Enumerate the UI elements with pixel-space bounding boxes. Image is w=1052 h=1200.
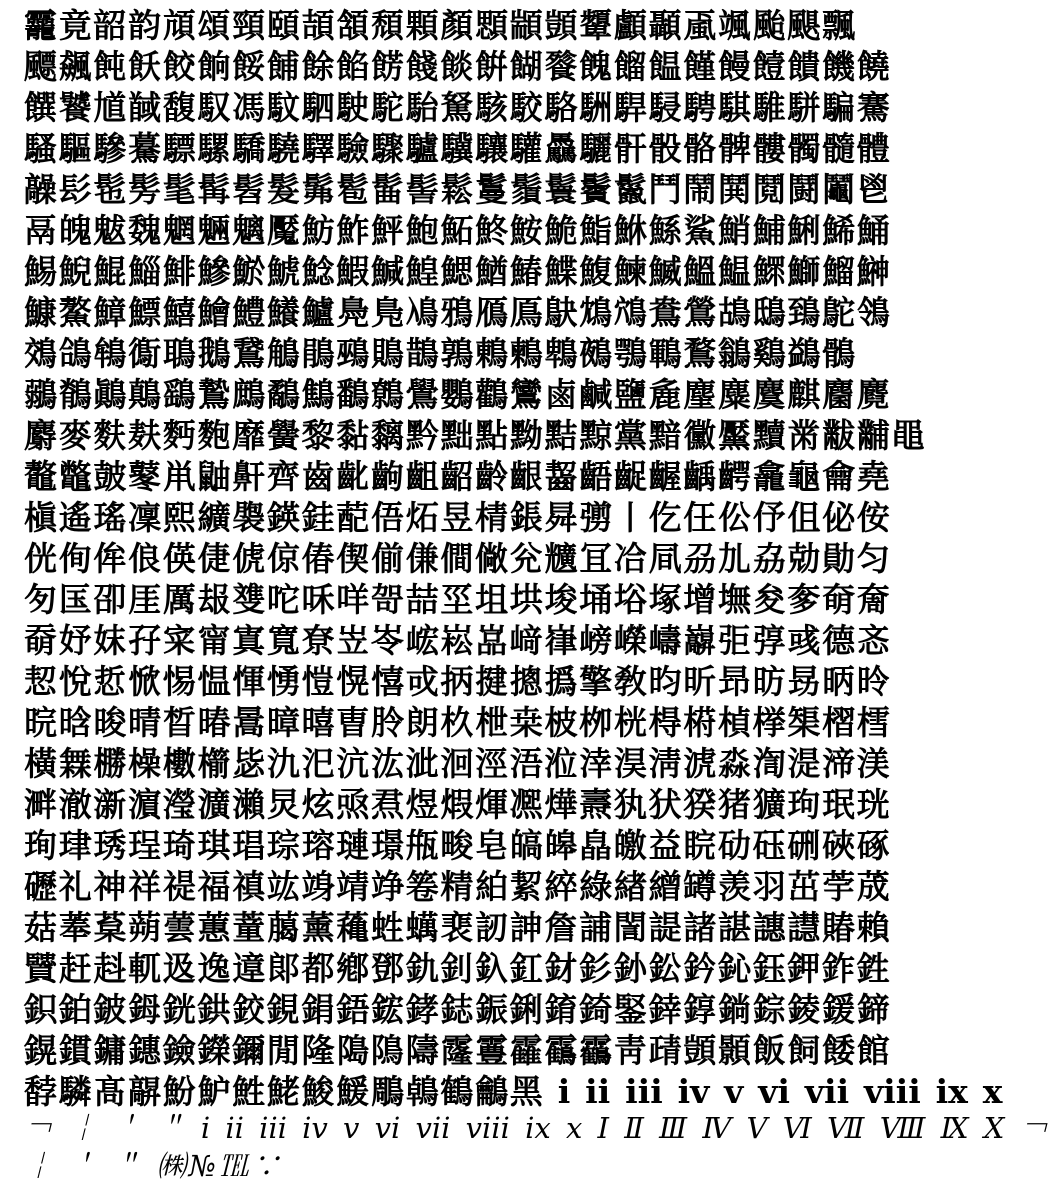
glyph-row: 鬲魄魃魏魍魎魑魘魴鮓鮃鮑鮖鮗鮟鮠鮨鮴鯀鯊鮹鯆鯏鯑鯒: [24, 211, 892, 250]
glyph-row: 礰礼神祥禔福禛竑竧靖竫箞精絈絜綷綠緖繒罇羡羽茁荢荿: [24, 867, 892, 906]
glyph-row: 奣妤妺孖寀甯寘寬尞岦岺峵崧嵓﨑嵂嵭嶸嶹巐弡弴彧德忞: [24, 621, 892, 660]
glyph-row: 珣珒琇珵琦琪琩琮瑢璉璟甁畯皂皜皞皛皦益睆劯砡硎硤硺: [24, 826, 892, 865]
glyph-row: 匇匤卲厓厲叝﨎咜咊咩哿喆坙坥垬埈埇﨏塚增墲夋奓奛奝: [24, 580, 892, 619]
glyph-row: 鶸鶺鷆鷏鷂鷙鷓鷸鷦鷭鷯鷽鸚鸛鸞鹵鹹鹽麁麈麋麌麒麕麑: [24, 375, 892, 414]
glyph-row: 鱇鰲鱆鰾鱚鱠鱧鱶鱸鳧鳬鳰鴉鴈鳫鴃鴆鴪鴦鶯鴣鴟鵄鴕鴒: [24, 293, 892, 332]
glyph-row: 恝悅悊惞惕愠惲愑愷愰憘戓抦揵摠撝擎敎昀昕昻昉昮昞昤: [24, 662, 892, 701]
glyph-row: 贒赶﨣軏﨤逸遧郞都鄕鄧釚釗釞釭釮釤釥鈆鈐鈊鈺鉀鈼鉎: [24, 949, 892, 988]
glyph-row: 晥晗晙晴晳暙暠暲暿曺朎朗杦枻桒柀栁桄棏﨓楨﨔榘槢樰: [24, 703, 892, 742]
glyph-row: 騷驅驂驀驃騾驕驍驛驗驟驢驥驤驩驫驪骭骰骼髀髏髑髓體: [24, 129, 892, 168]
glyph-row: ￢ ￤ ＇ ＂ ⅰ ⅱ ⅲ ⅳ ⅴ ⅵ ⅶ ⅷ ⅸ ⅹ Ⅰ Ⅱ Ⅲ Ⅳ Ⅴ Ⅵ Ⅶ Ⅷ Ⅸ Ⅹ ￢: [24, 1111, 1052, 1145]
glyph-row: 馞驎髙髜魵魲鮏鮱鮻鰀鵰鵫鶴鸙黑 ⅰ ⅱ ⅲ ⅳ ⅴ ⅵ ⅶ ⅷ ⅸ ⅹ: [24, 1072, 1005, 1111]
glyph-row: 飃飆飩飫餃餉餒餔餘餡餝餞餤餠餬餮餽餾饂饉饅饐饋饑饒: [24, 47, 892, 86]
glyph-row: 龗竟韶韵頏頌頸頤頡頷頹顆顏顋顓顗顰顱顳颪颯颱颶飄: [24, 6, 857, 45]
glyph-row: ￤ ＇ ＂ ㈱№℡∵: [24, 1149, 284, 1183]
glyph-row: 麝麥麩麸麪麭靡黌黎黏黐黔黜點黝黠黥黨黯黴黶黷黹黻黼黽: [24, 416, 927, 455]
glyph-row: 鯣鯢鯤鯔鯡鰺鯲鯱鯰鰕鰔鰉鰓鰌鰆鰈鰒鰊鰄鰮鰛鰥鰤鰡鰰: [24, 252, 892, 291]
glyph-sheet: [24, 6, 1052, 1186]
glyph-row: 菇菶葈蒴蕓蕙蕫﨟薰蘒﨡蠇裵訒訷詹誧誾諟諸諶譓譿賰賴: [24, 908, 892, 947]
glyph-row: 溿澈澵濵瀅瀇瀨炅炫焏焄煜煆煇凞燁燾犱犾猤猪獷玽珉珖: [24, 785, 892, 824]
glyph-row: 鼇鼈皷鼕鼡鼬鼾齊齒齔齣齟齠齡齦齧齬齪齷齲齶龕龜龠堯: [24, 457, 892, 496]
glyph-row: 鎤鏆鏞鏸鐱鑅鑈閒隆﨩隝隯霳霻靃靍靏靑靕顗顥飯飼餧館: [24, 1031, 892, 1070]
glyph-row: 鉙鉑鈹鉧銧鉷鉸鋧鋗鋙鋐﨧鋕鋠鋓錥錡鋻﨨錞鋿錝錂鍰鍗: [24, 990, 892, 1029]
glyph-row: 饌饕馗馘馥馭馮馼駟駛駝駘駑駭駮駱駲駻駸騁騏騅駢騙騫: [24, 88, 892, 127]
glyph-row: 槇遙瑤凜熙纊褜鍈銈蓜俉炻昱棈鋹曻彅丨仡仼伀伃伹佖侒: [24, 498, 892, 537]
glyph-row: 橫橆橳橾櫢櫤毖氿汜沆汯泚洄涇浯涖涬淏淸淲淼渹湜渧渼: [24, 744, 892, 783]
glyph-row: 髞髟髢髣髦髯髫髮髴髱髷髻鬆鬘鬚鬟鬢鬣鬥鬧鬨鬩鬪鬮鬯: [24, 170, 892, 209]
glyph-row: 侊侚侔俍偀倢俿倞偆偰偂傔僴僘兊兤冝冾凬刕劜劦勀勛匀: [24, 539, 892, 578]
glyph-row: 鵁鴿鴾鵆鵈鵝鵞鵤鵑鵐鵙鵲鶉鶇鶫鵯鵺鶚鶤鶩鶲鷄鷁鶻: [24, 334, 857, 373]
